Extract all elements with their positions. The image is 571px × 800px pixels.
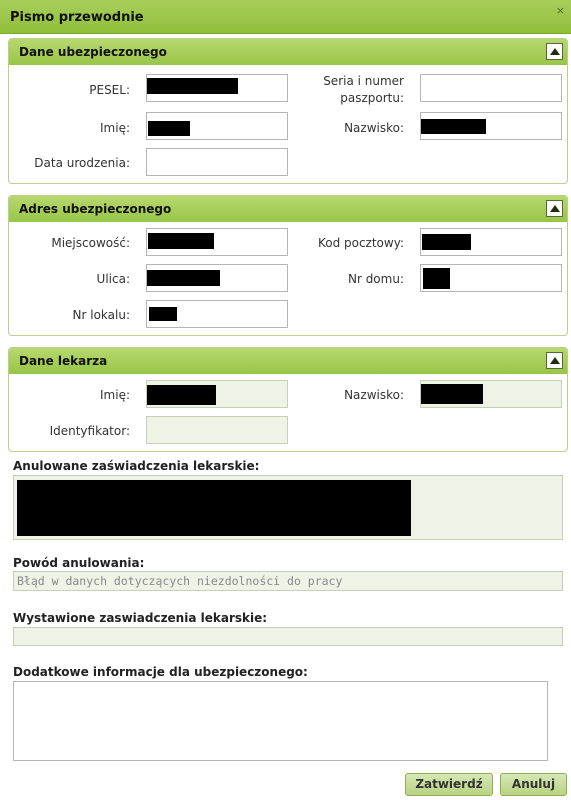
issued-certificates-field (13, 627, 563, 646)
passport-field[interactable] (420, 74, 562, 102)
address-panel-header (9, 196, 567, 222)
doctor-last-name-label: Nazwisko: (344, 388, 404, 402)
cancel-reason-field (13, 571, 563, 591)
cancel-reason-value: Błąd w danych dotyczących niezdolności do pracy (17, 574, 343, 588)
street-label: Ulica: (96, 272, 130, 286)
cancel-button[interactable]: Anuluj (500, 773, 567, 796)
doctor-panel-header (9, 348, 567, 374)
birth-date-label: Data urodzenia: (34, 156, 130, 170)
insured-panel-title: Dane ubezpieczonego (19, 45, 167, 59)
house-number-label: Nr domu: (347, 272, 404, 286)
address-panel-title: Adres ubezpieczonego (19, 202, 172, 216)
cancelled-certificates-label: Anulowane zaświadczenia lekarskie: (13, 459, 260, 473)
cancel-reason-label: Powód anulowania: (13, 556, 145, 570)
insured-panel-header (9, 39, 567, 65)
collapse-icon[interactable] (546, 43, 563, 60)
last-name-label: Nazwisko: (344, 121, 404, 135)
dialog-title-bar (0, 0, 571, 34)
first-name-label: Imię: (100, 121, 130, 135)
redacted-block (17, 480, 411, 536)
redacted-block (147, 385, 216, 405)
redacted-block (147, 270, 220, 286)
redacted-block (148, 121, 190, 136)
close-icon[interactable]: × (555, 4, 565, 17)
doctor-first-name-label: Imię: (100, 388, 130, 402)
redacted-block (421, 384, 483, 404)
postal-code-label: Kod pocztowy: (317, 236, 404, 250)
doctor-id-label: Identyfikator: (49, 424, 130, 438)
additional-info-textarea[interactable] (13, 681, 548, 761)
additional-info-label: Dodatkowe informacje dla ubezpieczonego: (13, 665, 308, 679)
apartment-label: Nr lokalu: (72, 308, 130, 322)
doctor-id-field (146, 416, 288, 444)
redacted-block (421, 119, 486, 134)
birth-date-field[interactable] (146, 148, 288, 176)
redacted-block (147, 78, 238, 94)
redacted-block (148, 233, 214, 249)
redacted-block (423, 268, 450, 289)
city-label: Miejscowość: (51, 236, 130, 250)
confirm-button[interactable]: Zatwierdź (405, 773, 493, 796)
collapse-icon[interactable] (546, 200, 563, 217)
redacted-block (149, 307, 177, 321)
passport-label: Seria i numer paszportu: (323, 74, 404, 105)
dialog-title: Pismo przewodnie (10, 10, 144, 25)
collapse-icon[interactable] (546, 352, 563, 369)
issued-certificates-label: Wystawione zaswiadczenia lekarskie: (13, 611, 268, 625)
redacted-block (422, 234, 471, 250)
pesel-label: PESEL: (89, 83, 130, 97)
doctor-panel-title: Dane lekarza (19, 354, 108, 368)
